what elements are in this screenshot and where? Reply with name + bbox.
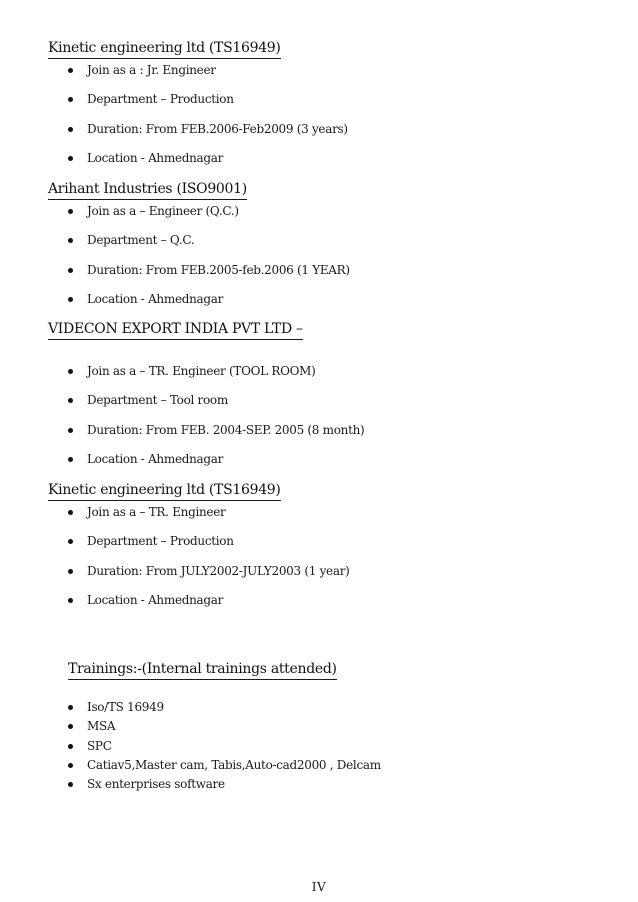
bullet-icon [68,156,73,161]
page-number: IV [311,880,327,894]
bullet-icon [68,724,73,729]
bullet-icon [68,97,73,102]
list-item: Duration: From FEB. 2004-SEP. 2005 (8 month) [68,422,364,438]
list-item: Location - Ahmednagar [68,291,223,307]
bullet-icon [68,782,73,787]
section-heading-arihant: Arihant Industries (ISO9001) [48,181,247,200]
bullet-icon [68,127,73,132]
bullet-icon [68,457,73,462]
list-item: Duration: From FEB.2006-Feb2009 (3 years) [68,121,348,137]
bullet-icon [68,268,73,273]
training-item: Catiav5,Master cam, Tabis,Auto-cad2000 , Delcam [68,757,381,773]
training-item: SPC [68,738,112,754]
section-heading-videcon: VIDECON EXPORT INDIA PVT LTD – [48,321,303,340]
bullet-icon [68,705,73,710]
section-heading-kinetic-2: Kinetic engineering ltd (TS16949) [48,482,281,501]
bullet-icon [68,369,73,374]
training-item: Iso/TS 16949 [68,699,164,715]
training-item: MSA [68,718,115,734]
bullet-icon [68,428,73,433]
bullet-icon [68,744,73,749]
bullet-icon [68,398,73,403]
section-heading-kinetic-1: Kinetic engineering ltd (TS16949) [48,40,281,59]
list-item: Location - Ahmednagar [68,592,223,608]
bullet-icon [68,238,73,243]
bullet-icon [68,68,73,73]
list-item: Join as a – TR. Engineer (TOOL ROOM) [68,363,316,379]
bullet-icon [68,763,73,768]
list-item: Department – Production [68,533,234,549]
bullet-icon [68,209,73,214]
list-item: Join as a – TR. Engineer [68,504,225,520]
bullet-icon [68,510,73,515]
list-item: Duration: From FEB.2005-feb.2006 (1 YEAR) [68,262,350,278]
list-item: Join as a – Engineer (Q.C.) [68,203,239,219]
trainings-heading: Trainings:-(Internal trainings attended) [68,661,337,680]
list-item: Department – Q.C. [68,232,194,248]
bullet-icon [68,598,73,603]
list-item: Duration: From JULY2002-JULY2003 (1 year) [68,563,350,579]
training-item: Sx enterprises software [68,776,225,792]
list-item: Location - Ahmednagar [68,451,223,467]
bullet-icon [68,297,73,302]
list-item: Join as a : Jr. Engineer [68,62,216,78]
list-item: Department – Production [68,91,234,107]
bullet-icon [68,569,73,574]
list-item: Department – Tool room [68,392,228,408]
list-item: Location - Ahmednagar [68,150,223,166]
bullet-icon [68,539,73,544]
